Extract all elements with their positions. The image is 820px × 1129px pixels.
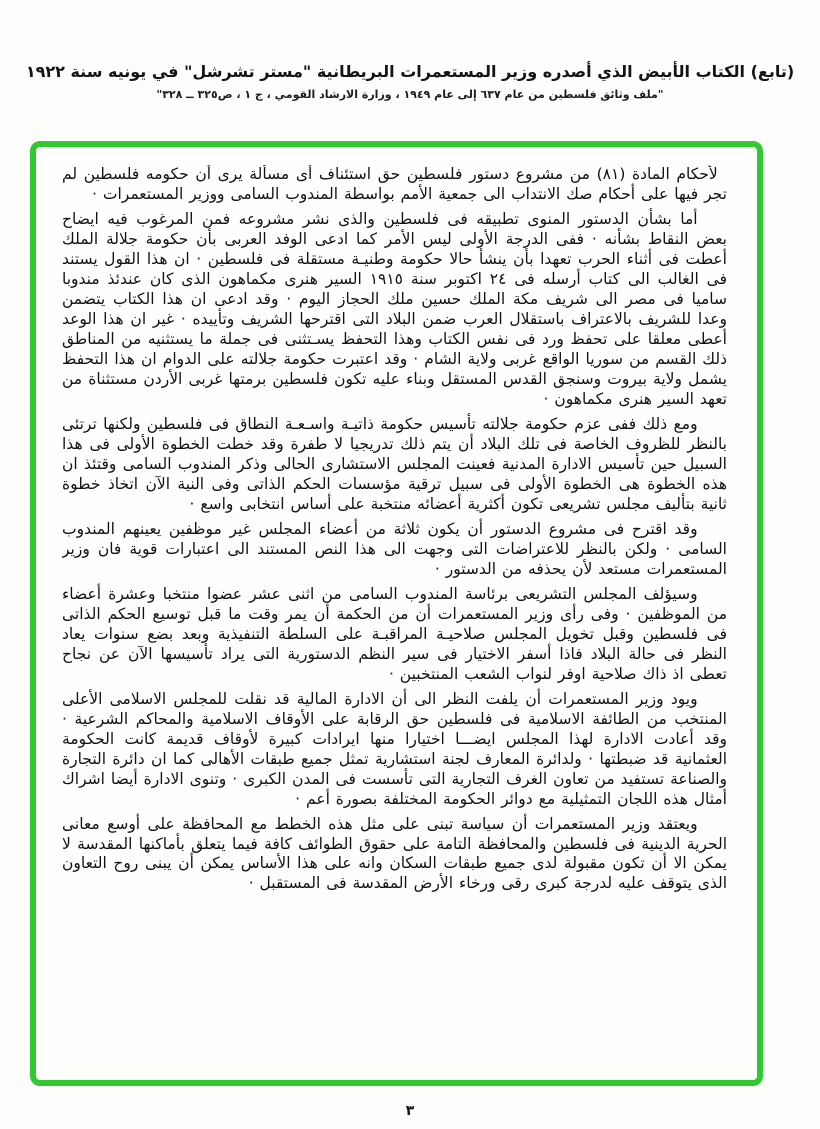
paragraph-5: وسيؤلف المجلس التشريعى برئاسة المندوب السامى من اثنى عشر عضوا منتخبا وعشرة أعضاء من الموظفين · وفى رأى وزير المستعمرات أن من الحكمة أن يمر وقت ما قبل توسيع الحكم الذاتى فى فلسطين وقبل تخويل المجلس صلاحيـة المراقبـة على السلطة التنفيذية وبعد بضع سنوات يعاد النظر فى حالة البلاد فاذا أسفر الاختيار فى سير النظم الدستورية التى يراد تأسيسها الآن عن نجاح تعطى اذ ذاك صلاحية اوفر لنواب الشعب المنتخبين · bbox=[62, 584, 727, 683]
document-body bbox=[62, 165, 727, 1068]
document-source-citation: "ملف وثائق فلسطين من عام ٦٣٧ إلى عام ١٩٤٩ ، وزارة الارشاد القومي ، ج ١ ، ص٣٢٥ ــ ٣٢٨" bbox=[156, 88, 664, 101]
paragraph-6: ويود وزير المستعمرات أن يلفت النظر الى أن الادارة المالية قد نقلت للمجلس الاسلامى الأعلى المنتخب من الطائفة الاسلامية فى فلسطين حق الرقابة على الأوقاف الاسلامية والمحاكم الشرعية · وقد أعادت الادارة لهذا المجلس ايضـــا اختيارا منها ايرادات كبيرة لأوقاف قديمة كانت الحكومة العثمانية قد ضبطتها · ولدائرة المعارف لجنة استشارية تمثل جميع طبقات الأهالى كما ان دائرة التجارة والصناعة تستفيد من تعاون الغرف التجارية التى تأسست فى المدن الكبرى · وتنوى الادارة أيضا اشراك أمثال هذه اللجان التمثيلية مع دوائر الحكومة المختلفة بصورة أعم · bbox=[62, 689, 727, 808]
paragraph-2: أما بشأن الدستور المنوى تطبيقه فى فلسطين والذى نشر مشروعه فمن المرغوب فيه ايضاح بعض النقاط بشأنه · ففى الدرجة الأولى ليس الأمر كما ادعى الوفد العربى بأن حكومة جلالة الملك أعطت فى أثناء الحرب تعهدا بأن ينشأ حالا حكومة وطنيـة مستقلة فى فلسطين · ان هذا القول يستند فى الغالب الى كتاب أرسله فى ٢٤ اكتوبر سنة ١٩١٥ السير هنرى مكماهون الذى كان عندئذ مندوبا ساميا فى مصر الى شريف مكة الملك حسين ملك الحجاز اليوم · وقد ادعى ان هذا الكتاب يتضمن وعدا للشريف بالاعتراف باستقلال العرب ضمن البلاد التى اقترحها الشريف وتأييده · غير ان هذا الوعد أعطى معلقا على تحفظ ورد فى نفس الكتاب وهذا التحفظ يسـتثنى فى جملة ما يستثنيه من المناطق ذلك القسم من سوريا الواقع غربى ولاية الشام · وقد اعتبرت حكومة جلالته على الدوام ان هذا التحفظ يشمل ولاية بيروت وسنجق القدس المستقل وبناء عليه تكون فلسطين برمتها غربى الأردن مستثناة من تعهد السير هنرى مكماهون · bbox=[62, 209, 727, 408]
paragraph-7: ويعتقد وزير المستعمرات أن سياسة تبنى على مثل هذه الخطط مع المحافظة على أوسع معانى الحرية الدينية فى فلسطين والمحافظة التامة على حقوق الطوائف كافة فيما يتعلق بأماكنها المقدسة لا يمكن الا أن تكون مقبولة لدى جميع طبقات السكان وانه على هذا الأساس يمكن أن يبنى روح التعاون الذى يتوقف عليه لدرجة كبرى رقى ورخاء الأرض المقدسة فى المستقبل · bbox=[62, 814, 727, 893]
page-header bbox=[0, 62, 820, 101]
paragraph-3: ومع ذلك ففى عزم حكومة جلالته تأسيس حكومة ذاتيـة واسـعـة النطاق فى فلسطين ولكنها ترتئى بالنظر للظروف الخاصة فى تلك البلاد أن يتم ذلك تدريجيا لا طفرة وقد خطت الخطوة الأولى فى هذا السبيل حين تأسيس الادارة المدنية فعينت المجلس الاستشارى الحالى وذكر المندوب السامى وقتئذ ان هذه الخطوة هى الخطوة الأولى فى سبيل ترقية مؤسسات الحكم الذاتى وفى النية الآن اتخاذ خطوة ثانية بتأليف مجلس تشريعى تكون أكثرية أعضائه منتخبة على أساس انتخابى واسع · bbox=[62, 414, 727, 513]
paragraph-1: لأحكام المادة (٨١) من مشروع دستور فلسطين حق استئناف أى مسألة يرى أن حكومه فلسطين لم تجر فيها على أحكام صك الانتداب الى جمعية الأمم بواسطة المندوب السامى ووزير المستعمرات · bbox=[62, 165, 727, 203]
highlight-border-box bbox=[30, 141, 763, 1086]
document-title: (تابع) الكتاب الأبيض الذي أصدره وزير المستعمرات البريطانية "مستر تشرشل" في يونيه سنة ١٩٢٢ bbox=[25, 62, 795, 81]
page-number: ٣ bbox=[405, 1103, 415, 1119]
paragraph-4: وقد اقترح فى مشروع الدستور أن يكون ثلاثة من أعضاء المجلس غير موظفين يعينهم المندوب السامى · ولكن بالنظر للاعتراضات التى وجهت الى هذا النص المستند الى اعتبارات قوية فان وزير المستعمرات مستعد لأن يحذفه من الدستور · bbox=[62, 519, 727, 578]
